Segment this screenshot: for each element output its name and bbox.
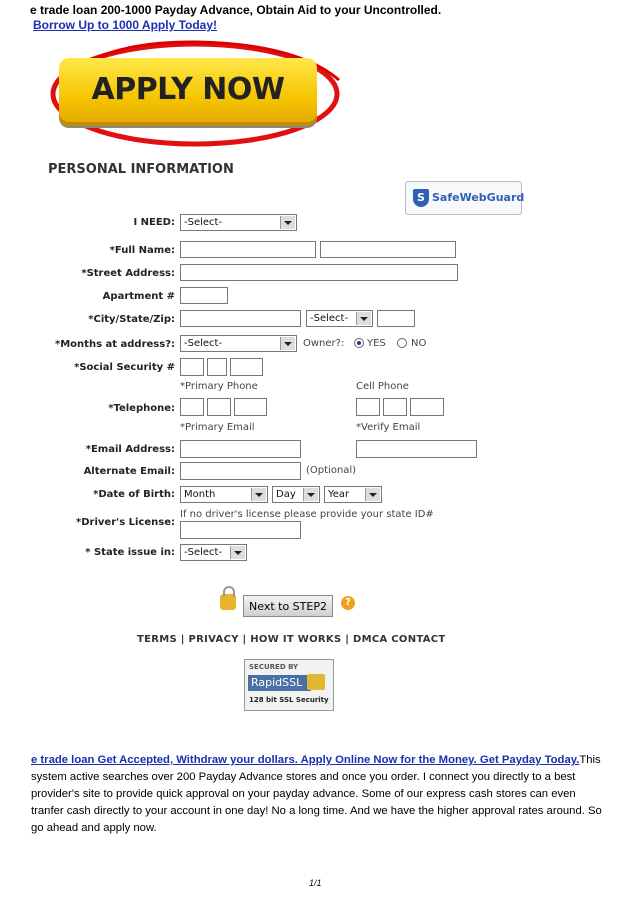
license-label: *Driver's License: xyxy=(76,517,175,528)
dob-month-value: Month xyxy=(184,489,216,500)
email-field[interactable] xyxy=(180,440,301,458)
ssn-part3-field[interactable] xyxy=(230,358,263,376)
street-field[interactable] xyxy=(180,264,458,281)
full-name-label: *Full Name: xyxy=(109,245,175,256)
zip-field[interactable] xyxy=(377,310,415,327)
alt-email-label: Alternate Email: xyxy=(83,466,175,477)
owner-no-label: NO xyxy=(411,338,427,349)
cell-phone-caption: Cell Phone xyxy=(356,381,409,392)
city-label: *City/State/Zip: xyxy=(88,314,175,325)
dob-month-select[interactable] xyxy=(180,486,268,503)
state-issue-label: * State issue in: xyxy=(85,547,175,558)
phone-line-field[interactable] xyxy=(234,398,267,416)
help-icon[interactable]: ? xyxy=(341,596,355,610)
phone-prefix-field[interactable] xyxy=(207,398,231,416)
need-select[interactable] xyxy=(180,214,297,231)
lock-icon xyxy=(220,594,236,610)
section-title: PERSONAL INFORMATION xyxy=(48,162,234,177)
padlock-icon xyxy=(307,674,325,690)
ssn-label: *Social Security # xyxy=(74,362,175,373)
need-select-value: -Select- xyxy=(184,217,223,228)
owner-label: Owner?: xyxy=(303,338,345,349)
ssl-secured-by: SECURED BY xyxy=(249,663,299,671)
primary-phone-caption: *Primary Phone xyxy=(180,381,258,392)
cell-area-field[interactable] xyxy=(356,398,380,416)
verify-email-field[interactable] xyxy=(356,440,477,458)
chevron-down-icon xyxy=(280,216,295,229)
apartment-field[interactable] xyxy=(180,287,228,304)
chevron-down-icon xyxy=(251,488,266,501)
chevron-down-icon xyxy=(230,546,245,559)
license-note: If no driver's license please provide your state ID# xyxy=(180,509,434,520)
body-paragraph xyxy=(31,752,611,837)
email-label: *Email Address: xyxy=(85,444,175,455)
months-label: *Months at address?: xyxy=(55,339,175,350)
next-step-button[interactable]: Next to STEP2 xyxy=(243,595,333,617)
primary-email-caption: *Primary Email xyxy=(180,422,255,433)
street-label: *Street Address: xyxy=(81,268,175,279)
dob-day-select[interactable] xyxy=(272,486,320,503)
telephone-label: *Telephone: xyxy=(108,403,175,414)
dob-day-value: Day xyxy=(276,489,296,500)
ssn-part2-field[interactable] xyxy=(207,358,227,376)
state-issue-select[interactable] xyxy=(180,544,247,561)
months-select[interactable] xyxy=(180,335,297,352)
apply-now-banner[interactable] xyxy=(47,36,347,156)
footer-links[interactable]: TERMS | PRIVACY | HOW IT WORKS | DMCA CONTACT xyxy=(137,634,446,645)
badge-label: SafeWebGuard xyxy=(432,191,525,204)
page-number: 1/1 xyxy=(309,878,322,888)
dob-label: *Date of Birth: xyxy=(93,489,175,500)
ssn-part1-field[interactable] xyxy=(180,358,204,376)
dob-year-select[interactable] xyxy=(324,486,382,503)
chevron-down-icon xyxy=(356,312,371,325)
chevron-down-icon xyxy=(365,488,380,501)
owner-yes-radio[interactable] xyxy=(354,338,364,348)
shield-icon: S xyxy=(413,189,429,207)
dob-year-value: Year xyxy=(328,489,350,500)
chevron-down-icon xyxy=(303,488,318,501)
payday-link[interactable]: e trade loan Get Accepted, Withdraw your dollars. Apply Online Now for the Money. Get Payday Today. xyxy=(31,754,580,766)
months-select-value: -Select- xyxy=(184,338,223,349)
cell-prefix-field[interactable] xyxy=(383,398,407,416)
apply-now-label: APPLY NOW xyxy=(91,72,285,107)
page-title: e trade loan 200-1000 Payday Advance, Obtain Aid to your Uncontrolled. xyxy=(30,3,442,17)
chevron-down-icon xyxy=(280,337,295,350)
safewebguard-badge xyxy=(405,181,525,215)
state-select-value: -Select- xyxy=(310,313,349,324)
apartment-label: Apartment # xyxy=(102,291,175,302)
apply-now-button[interactable] xyxy=(59,58,317,126)
state-select[interactable] xyxy=(306,310,373,327)
need-label: I NEED: xyxy=(133,217,175,228)
optional-note: (Optional) xyxy=(306,465,357,476)
phone-area-field[interactable] xyxy=(180,398,204,416)
alt-email-field[interactable] xyxy=(180,462,301,480)
first-name-field[interactable] xyxy=(180,241,316,258)
borrow-link[interactable]: Borrow Up to 1000 Apply Today! xyxy=(33,18,218,32)
cell-line-field[interactable] xyxy=(410,398,444,416)
verify-email-caption: *Verify Email xyxy=(356,422,421,433)
ssl-brand: RapidSSL xyxy=(248,675,311,691)
owner-no-radio[interactable] xyxy=(397,338,407,348)
license-field[interactable] xyxy=(180,521,301,539)
city-field[interactable] xyxy=(180,310,301,327)
state-issue-value: -Select- xyxy=(184,547,223,558)
ssl-strength: 128 bit SSL Security xyxy=(249,696,329,704)
owner-yes-label: YES xyxy=(367,338,386,349)
rapidssl-badge xyxy=(244,659,334,711)
last-name-field[interactable] xyxy=(320,241,456,258)
body-text: This system active searches over 200 Payday Advance stores and once you order. I connect you directly to a best provider's site to provide quick approval on your payday advance. Some of our express cash stores can even tranfer cash directly to your account in one day! No a long time. And we have the higher approval rates around. So go ahead and apply now. xyxy=(31,754,602,834)
